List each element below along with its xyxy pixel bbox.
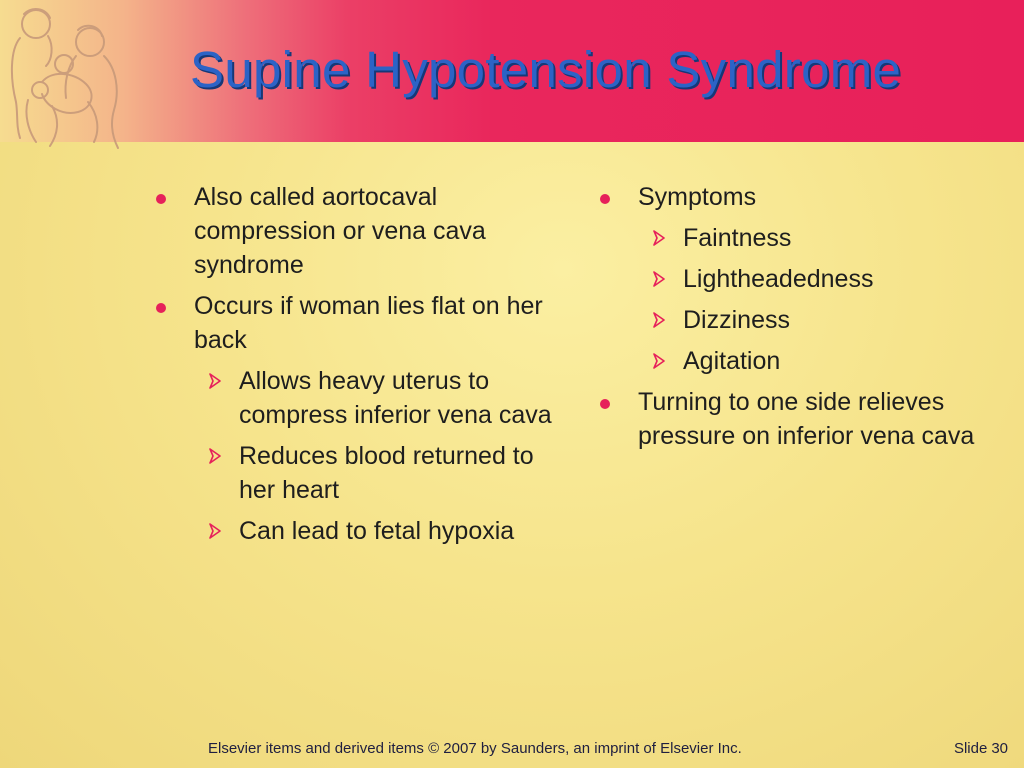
family-logo-icon [2, 2, 142, 152]
arrowhead-bullet-icon [209, 523, 221, 539]
left-bullet-list [154, 180, 574, 555]
bullet-item [598, 180, 1008, 378]
sub-bullet-text: Agitation [683, 347, 781, 375]
slide-title: Supine Hypotension Syndrome [190, 41, 902, 98]
sub-bullet-item [638, 303, 1008, 337]
bullet-text: Occurs if woman lies flat on her back [194, 292, 543, 354]
sub-bullet-item [638, 344, 1008, 378]
sub-bullet-list [638, 221, 1008, 378]
round-bullet-icon [156, 303, 166, 313]
bullet-text: Turning to one side relieves pressure on inferior vena cava [638, 388, 975, 450]
sub-bullet-item [638, 262, 1008, 296]
slide-number [954, 740, 1012, 757]
arrowhead-bullet-icon [653, 271, 665, 287]
bullet-text: Also called aortocaval compression or vena cava syndrome [194, 183, 486, 279]
arrowhead-bullet-icon [653, 353, 665, 369]
right-bullet-list [598, 180, 1008, 460]
bullet-item [154, 289, 574, 548]
slide-number-label: Slide [953, 740, 988, 757]
copyright-footer: Elsevier items and derived items © 2007 by Saunders, an imprint of Elsevier Inc. [208, 740, 742, 757]
round-bullet-icon [600, 399, 610, 409]
arrowhead-bullet-icon [209, 373, 221, 389]
sub-bullet-text: Dizziness [683, 306, 790, 334]
round-bullet-icon [156, 194, 166, 204]
arrowhead-bullet-icon [653, 312, 665, 328]
sub-bullet-text: Lightheadedness [683, 265, 874, 293]
sub-bullet-item [194, 514, 574, 548]
sub-bullet-item [638, 221, 1008, 255]
sub-bullet-text: Reduces blood returned to her heart [239, 442, 534, 504]
sub-bullet-text: Faintness [683, 224, 792, 252]
arrowhead-bullet-icon [653, 230, 665, 246]
sub-bullet-list [194, 364, 574, 548]
slide-number-value: 30 [991, 740, 1008, 757]
sub-bullet-text: Allows heavy uterus to compress inferior vena cava [239, 367, 552, 429]
sub-bullet-item [194, 439, 574, 507]
round-bullet-icon [600, 194, 610, 204]
bullet-item [598, 385, 1008, 453]
sub-bullet-item [194, 364, 574, 432]
bullet-item [154, 180, 574, 282]
sub-bullet-text: Can lead to fetal hypoxia [239, 517, 515, 545]
bullet-text: Symptoms [638, 183, 757, 211]
arrowhead-bullet-icon [209, 448, 221, 464]
